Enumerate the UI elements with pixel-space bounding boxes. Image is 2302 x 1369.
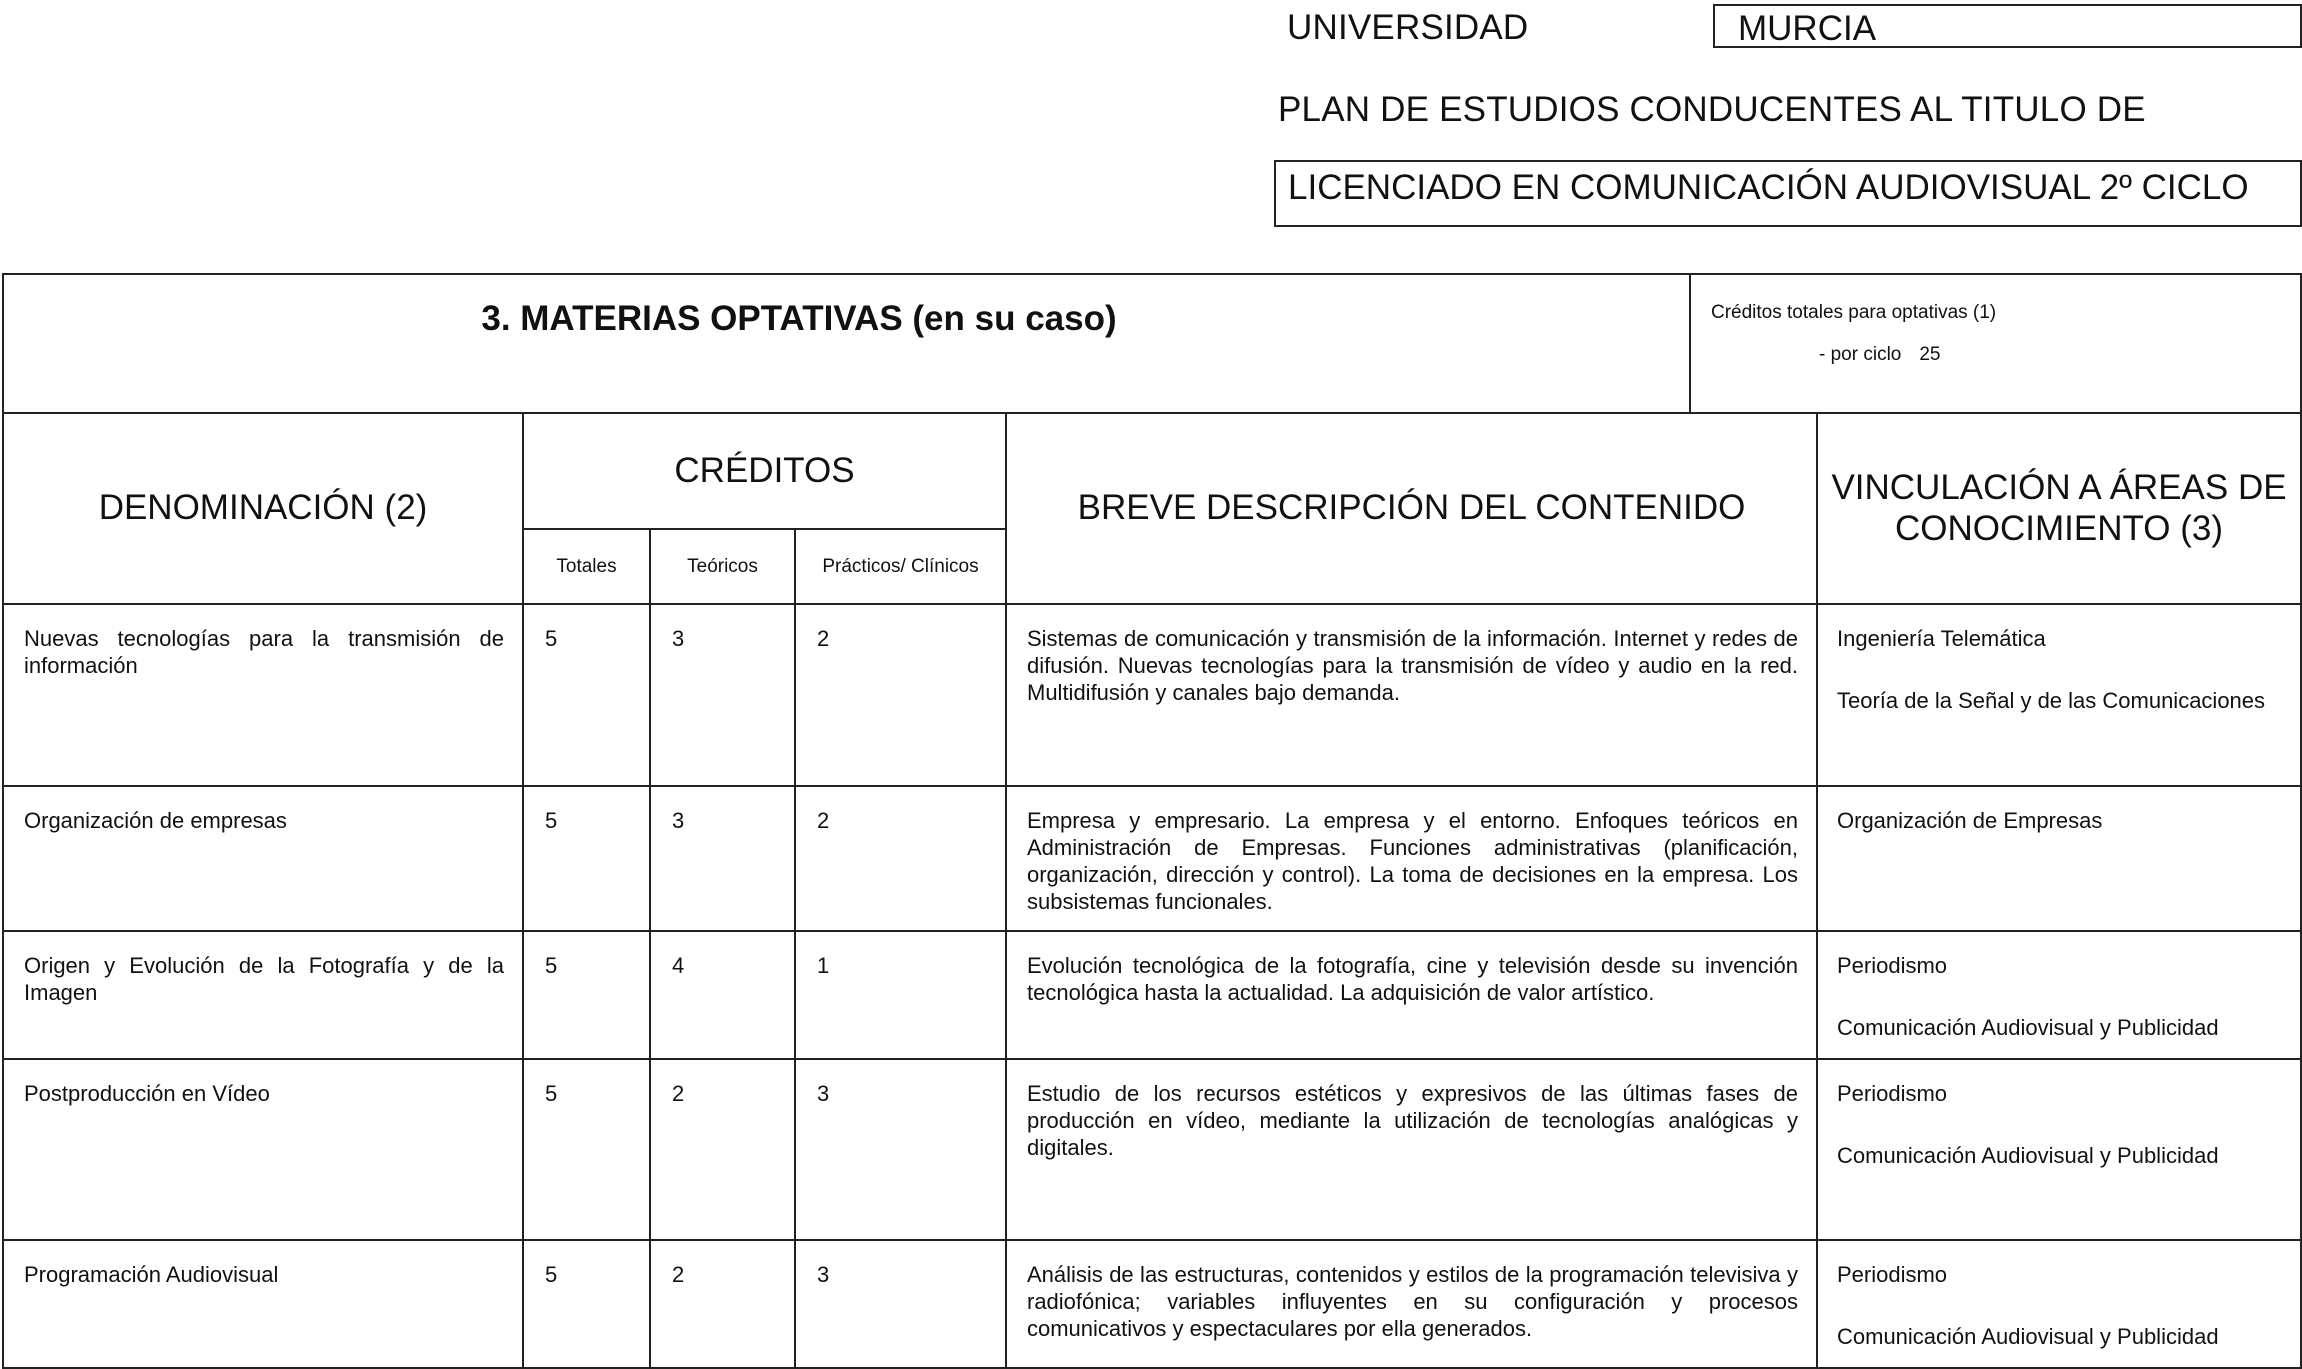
universidad-value-box — [1713, 4, 2302, 48]
row-teoricos: 2 — [650, 1240, 795, 1368]
col-header-teoricos: Teóricos — [650, 529, 795, 604]
area-item: Organización de Empresas — [1837, 808, 2103, 833]
row-denominacion: Organización de empresas — [3, 786, 523, 931]
row-practicos: 1 — [795, 931, 1006, 1059]
area-item: Teoría de la Señal y de las Comunicaciones — [1837, 688, 2266, 713]
row-denominacion: Postproducción en Vídeo — [3, 1059, 523, 1240]
col-header-creditos: CRÉDITOS — [523, 413, 1006, 529]
row-areas — [1817, 1240, 2301, 1368]
table-row — [3, 1240, 2301, 1368]
creditos-totales-label: Créditos totales para optativas (1) — [1711, 302, 1997, 323]
col-header-practicos: Prácticos/ Clínicos — [795, 529, 1006, 604]
universidad-value: MURCIA — [1738, 9, 1877, 48]
row-teoricos: 3 — [650, 604, 795, 786]
area-item: Comunicación Audiovisual y Publicidad — [1837, 1015, 2219, 1040]
row-teoricos: 3 — [650, 786, 795, 931]
row-teoricos: 4 — [650, 931, 795, 1059]
area-item: Periodismo — [1837, 953, 1948, 978]
row-totales: 5 — [523, 1240, 650, 1368]
row-practicos: 3 — [795, 1059, 1006, 1240]
row-denominacion: Origen y Evolución de la Fotografía y de la Imagen — [3, 931, 523, 1059]
row-totales: 5 — [523, 1059, 650, 1240]
table-row — [3, 604, 2301, 786]
table-row — [3, 786, 2301, 931]
section-title-cell — [3, 274, 1690, 413]
area-item: Periodismo — [1837, 1081, 1948, 1106]
area-item: Ingeniería Telemática — [1837, 626, 2046, 651]
col-header-vinculacion: VINCULACIÓN A ÁREAS DE CONOCIMIENTO (3) — [1817, 413, 2301, 604]
por-ciclo-line — [1819, 344, 2300, 366]
row-practicos: 2 — [795, 786, 1006, 931]
area-item: Comunicación Audiovisual y Publicidad — [1837, 1143, 2219, 1168]
row-practicos: 3 — [795, 1240, 1006, 1368]
row-areas — [1817, 1059, 2301, 1240]
row-descripcion: Evolución tecnológica de la fotografía, cine y televisión desde su invención tecnológica hasta la actualidad. La adquisición de valor artístico. — [1006, 931, 1817, 1059]
row-descripcion: Estudio de los recursos estéticos y expresivos de las últimas fases de producción en vídeo, mediante la utilización de tecnologías analógicas y digitales. — [1006, 1059, 1817, 1240]
row-totales: 5 — [523, 931, 650, 1059]
plan-label: PLAN DE ESTUDIOS CONDUCENTES AL TITULO DE — [1278, 90, 2146, 129]
row-descripcion: Análisis de las estructuras, contenidos y estilos de la programación televisiva y radiofónica; variables influyentes en su configuración y procesos comunicativos y espectaculares por ella generados. — [1006, 1240, 1817, 1368]
row-denominacion: Programación Audiovisual — [3, 1240, 523, 1368]
materias-optativas-table — [2, 273, 2302, 1369]
row-descripcion: Sistemas de comunicación y transmisión de la información. Internet y redes de difusión. Nuevas tecnologías para la transmisión de vídeo y audio en la red. Multidifusión y canales bajo demanda. — [1006, 604, 1817, 786]
row-practicos: 2 — [795, 604, 1006, 786]
row-totales: 5 — [523, 786, 650, 931]
row-areas — [1817, 931, 2301, 1059]
titulo-value: LICENCIADO EN COMUNICACIÓN AUDIOVISUAL 2º CICLO — [1288, 168, 2249, 207]
por-ciclo-label: - por ciclo — [1819, 344, 1902, 365]
titulo-value-box — [1274, 160, 2302, 227]
por-ciclo-value: 25 — [1919, 344, 1941, 365]
universidad-label: UNIVERSIDAD — [1287, 8, 1529, 47]
table-row — [3, 1059, 2301, 1240]
row-denominacion: Nuevas tecnologías para la transmisión de información — [3, 604, 523, 786]
row-totales: 5 — [523, 604, 650, 786]
area-item: Periodismo — [1837, 1262, 1948, 1287]
area-item: Comunicación Audiovisual y Publicidad — [1837, 1324, 2219, 1349]
section-title: 3. MATERIAS OPTATIVAS (en su caso) — [481, 299, 1117, 338]
table-row — [3, 931, 2301, 1059]
col-header-totales: Totales — [523, 529, 650, 604]
row-areas — [1817, 786, 2301, 931]
col-header-descripcion: BREVE DESCRIPCIÓN DEL CONTENIDO — [1006, 413, 1817, 604]
row-descripcion: Empresa y empresario. La empresa y el entorno. Enfoques teóricos en Administración de Empresas. Funciones administrativas (planificación, organización, dirección y control). La toma de decisiones en la empresa. Los subsistemas funcionales. — [1006, 786, 1817, 931]
col-header-denominacion: DENOMINACIÓN (2) — [3, 413, 523, 604]
creditos-totales-cell — [1690, 274, 2301, 413]
row-teoricos: 2 — [650, 1059, 795, 1240]
row-areas — [1817, 604, 2301, 786]
